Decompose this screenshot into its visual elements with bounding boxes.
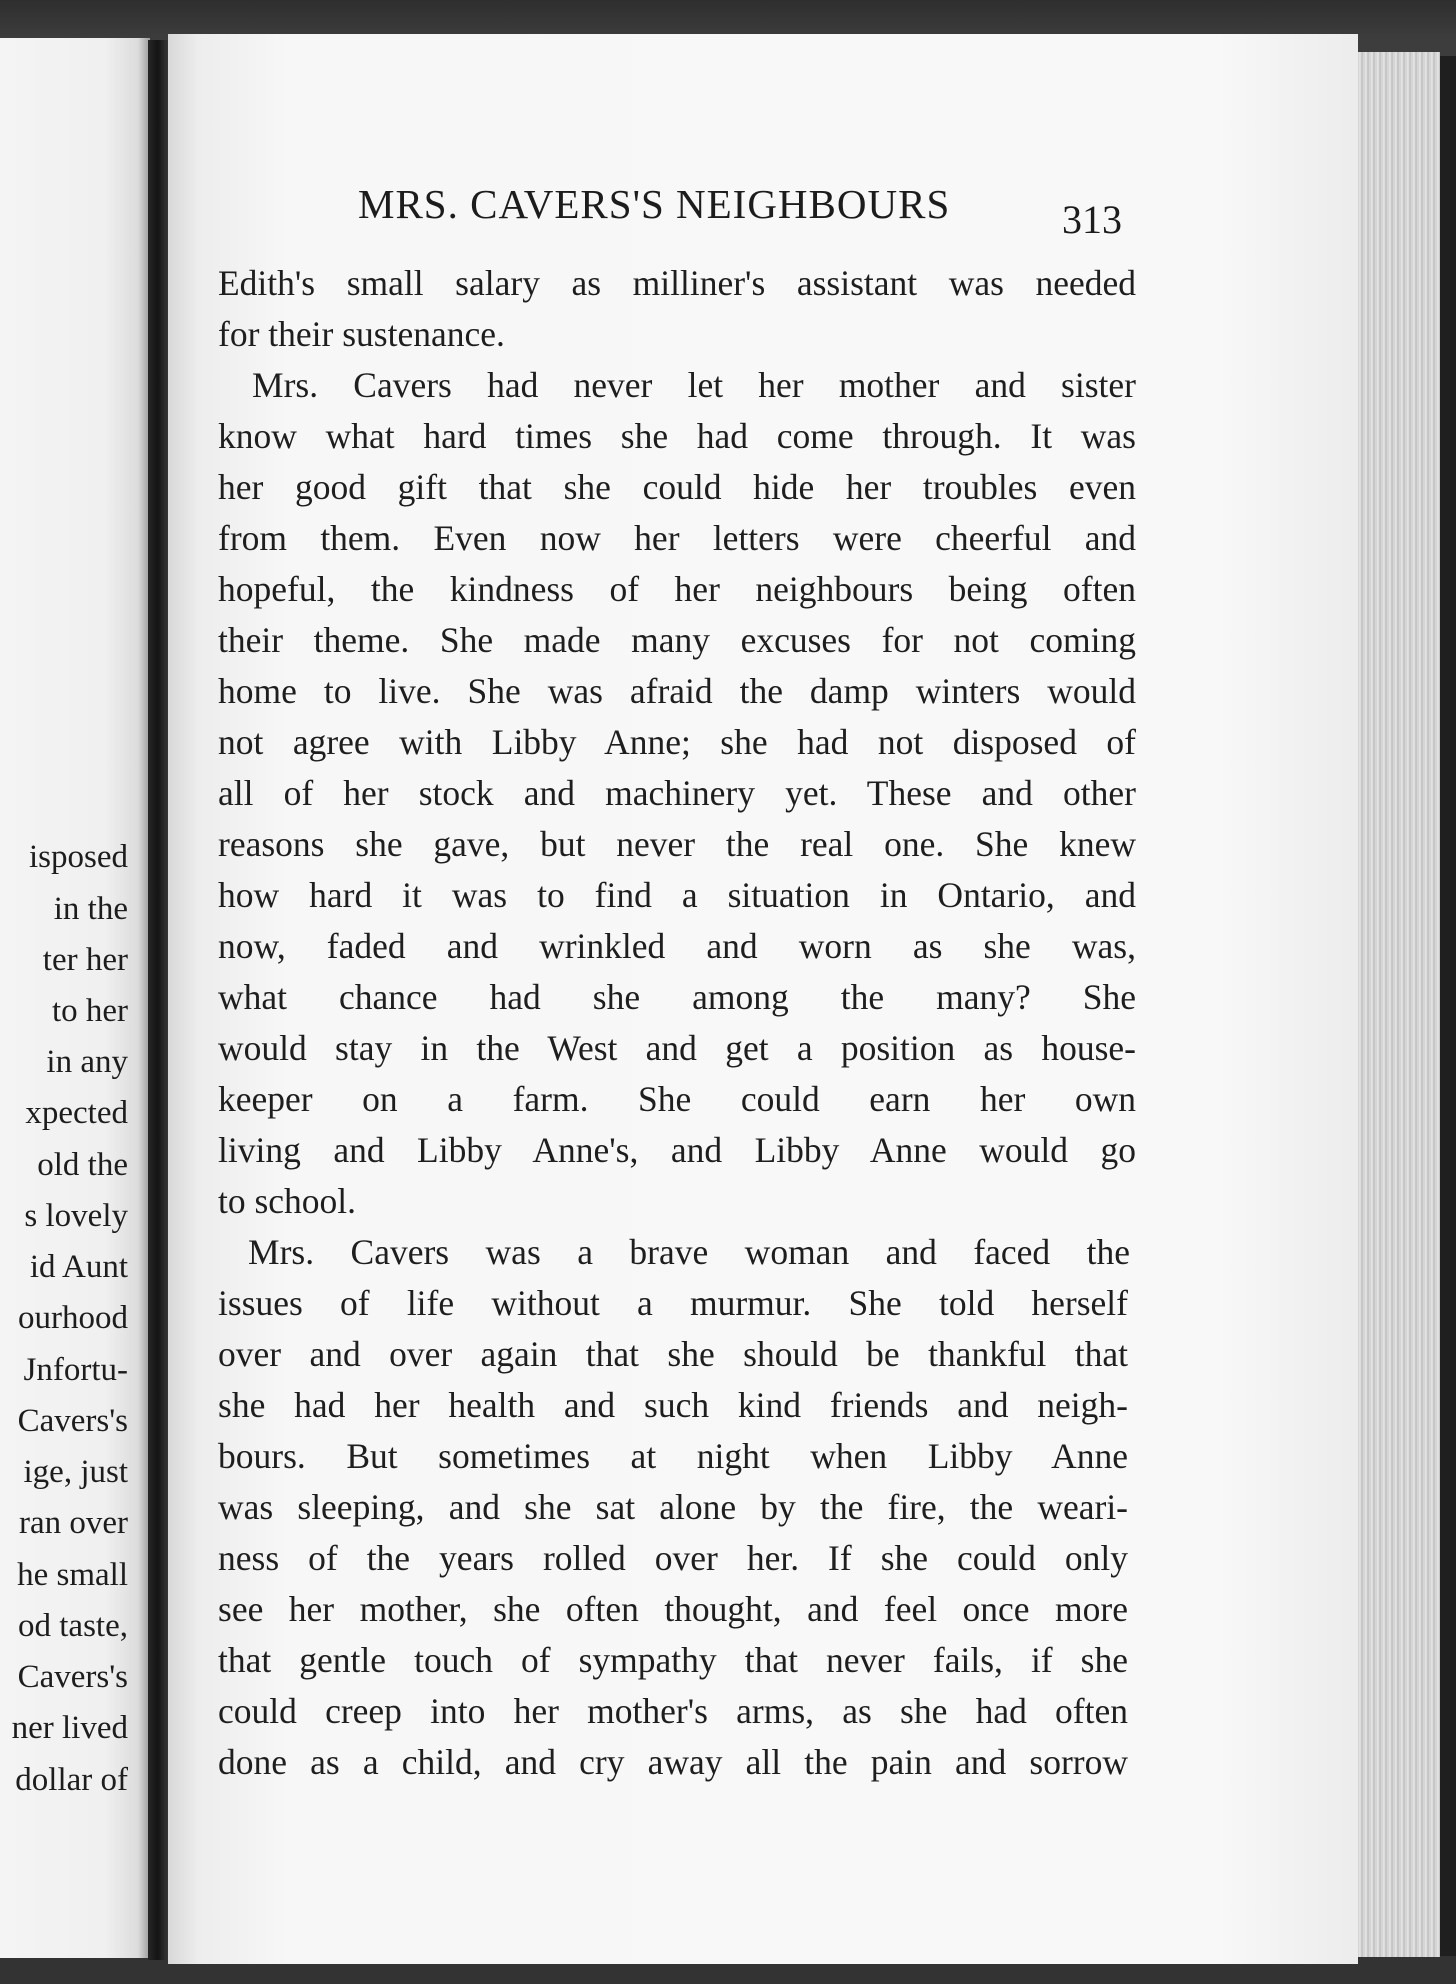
text-line: know what hard times she had come through. It was [218,416,1136,456]
text-line: ness of the years rolled over her. If she could only [218,1538,1128,1578]
text-line: could creep into her mother's arms, as she had often [218,1691,1128,1731]
text-line: home to live. She was afraid the damp winters would [218,671,1136,711]
text-line: Mrs. Cavers was a brave woman and faced the [248,1232,1130,1272]
text-line: bours. But sometimes at night when Libby Anne [218,1436,1128,1476]
running-head: MRS. CAVERS'S NEIGHBOURS [358,181,951,227]
text-line: their theme. She made many excuses for not coming [218,620,1136,660]
left-page-line: Cavers's [17,1659,128,1695]
text-line: to school. [218,1181,357,1221]
text-line: was sleeping, and she sat alone by the fire, the weari- [218,1487,1128,1527]
left-page-line: s lovely [24,1198,128,1234]
left-page-line: ourhood [18,1300,128,1336]
left-page-line: he small [17,1557,128,1593]
text-line: she had her health and such kind friends and neigh- [218,1385,1128,1425]
left-page-line: dollar of [15,1762,128,1798]
left-page-line: Cavers's [17,1403,128,1439]
text-line: hopeful, the kindness of her neighbours being often [218,569,1136,609]
left-page-line: Jnfortu- [23,1352,128,1388]
text-line: from them. Even now her letters were cheerful and [218,518,1136,558]
text-line: Edith's small salary as milliner's assistant was needed [218,263,1136,303]
text-line: not agree with Libby Anne; she had not disposed of [218,722,1136,762]
text-line: living and Libby Anne's, and Libby Anne would go [218,1130,1136,1170]
text-line: would stay in the West and get a position as house- [218,1028,1136,1068]
book-gutter [148,40,170,1960]
text-line: reasons she gave, but never the real one. She knew [218,824,1136,864]
page-edge-shadow [1440,56,1456,1956]
text-line: all of her stock and machinery yet. These and other [218,773,1136,813]
left-page-line: ige, just [23,1454,128,1490]
text-line: issues of life without a murmur. She told herself [218,1283,1128,1323]
left-page-line: ran over [18,1505,128,1541]
text-line: Mrs. Cavers had never let her mother and sister [252,365,1136,405]
left-page-line: ner lived [11,1710,128,1746]
page-number: 313 [1062,197,1122,242]
left-page-line: id Aunt [29,1249,128,1285]
text-line: see her mother, she often thought, and feel once more [218,1589,1128,1629]
left-page-line: isposed [29,839,128,875]
left-facing-page [0,38,150,1958]
text-line: for their sustenance. [218,314,505,354]
left-page-line: ter her [42,942,128,978]
text-line: her good gift that she could hide her troubles even [218,467,1136,507]
text-line: done as a child, and cry away all the pain and sorrow [218,1742,1128,1782]
text-line: how hard it was to find a situation in Ontario, and [218,875,1136,915]
text-line: keeper on a farm. She could earn her own [218,1079,1136,1119]
left-page-line: to her [51,993,128,1029]
text-line: now, faded and wrinkled and worn as she was, [218,926,1136,966]
text-line: over and over again that she should be thankful that [218,1334,1128,1374]
left-page-line: in any [46,1044,128,1080]
left-page-line: old the [37,1147,128,1183]
text-line: that gentle touch of sympathy that never fails, if she [218,1640,1128,1680]
text-line: what chance had she among the many? She [218,977,1136,1017]
left-page-line: xpected [25,1095,128,1131]
page-block-edge [1358,52,1440,1957]
left-page-line: od taste, [18,1608,128,1644]
left-page-line: in the [53,891,128,927]
